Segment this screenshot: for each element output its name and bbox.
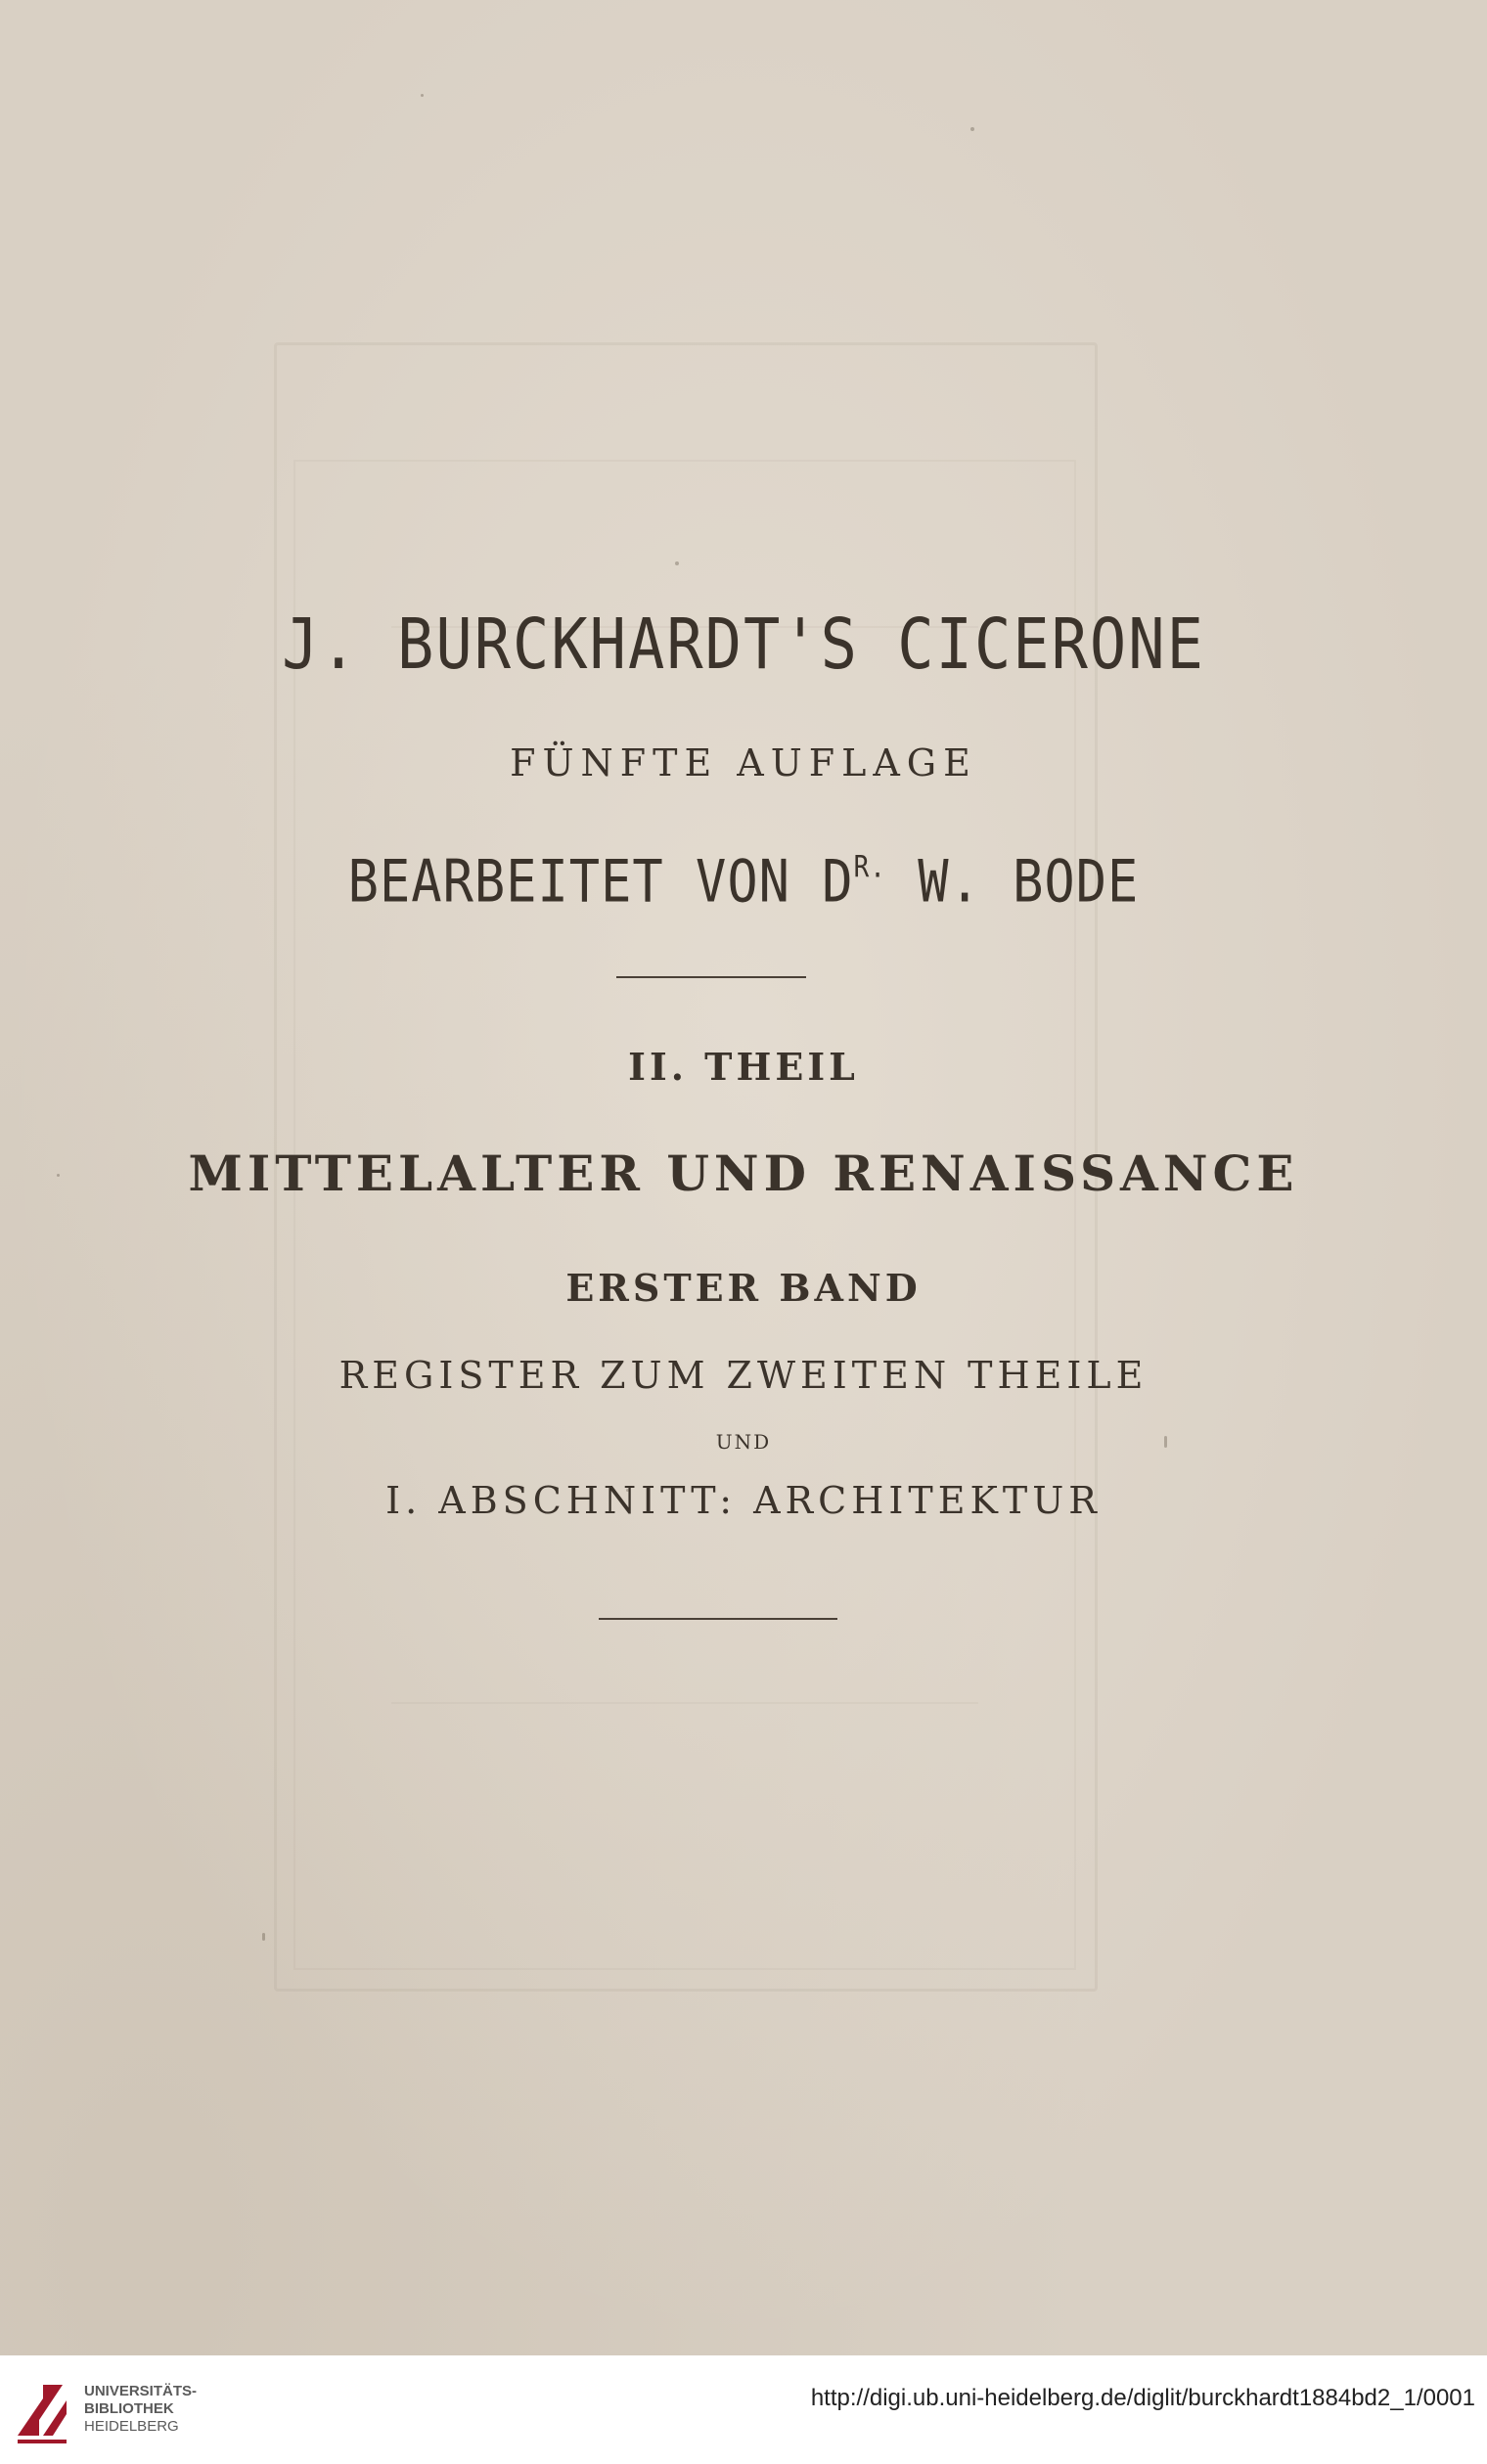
paper-speck — [57, 1174, 60, 1177]
library-name-line: UNIVERSITÄTS- — [84, 2383, 198, 2399]
editor-name: W. BODE — [918, 848, 1140, 917]
footer-bar — [0, 2355, 1487, 2464]
paper-speck — [262, 1933, 265, 1941]
paper-speck — [675, 561, 679, 565]
conjunction-line: UND — [715, 1430, 772, 1454]
volume-heading: ERSTER BAND — [565, 1266, 922, 1310]
bleed-through-inner-frame — [293, 460, 1076, 1970]
subject-heading: MITTELALTER UND RENAISSANCE — [188, 1144, 1299, 1202]
paper-speck — [626, 1489, 629, 1492]
library-name-line: HEIDELBERG — [84, 2418, 179, 2435]
paper-speck — [421, 94, 424, 97]
book-title: J. BURCKHARDT'S CICERONE — [282, 603, 1205, 686]
edition-line: FÜNFTE AUFLAGE — [510, 741, 977, 784]
editor-prefix: BEARBEITET VON D — [347, 848, 854, 917]
library-name — [84, 2383, 197, 2436]
editor-title-superscript: R. — [853, 850, 886, 885]
library-name-line: BIBLIOTHEK — [84, 2400, 174, 2417]
permalink-url[interactable]: http://digi.ub.uni-heidelberg.de/diglit/burckhardt1884bd2_1/0001 — [810, 2385, 1475, 2411]
paper-speck — [1164, 1436, 1167, 1448]
register-line: REGISTER ZUM ZWEITEN THEILE — [338, 1354, 1149, 1397]
section-line: I. ABSCHNITT: ARCHITEKTUR — [385, 1479, 1102, 1522]
library-logo-icon — [14, 2379, 70, 2447]
bleed-through-line — [391, 1702, 978, 1704]
part-heading: II. THEIL — [628, 1045, 859, 1089]
divider-rule — [616, 976, 806, 978]
editor-line — [0, 849, 1487, 917]
divider-rule — [599, 1618, 837, 1620]
paper-speck — [970, 127, 974, 131]
